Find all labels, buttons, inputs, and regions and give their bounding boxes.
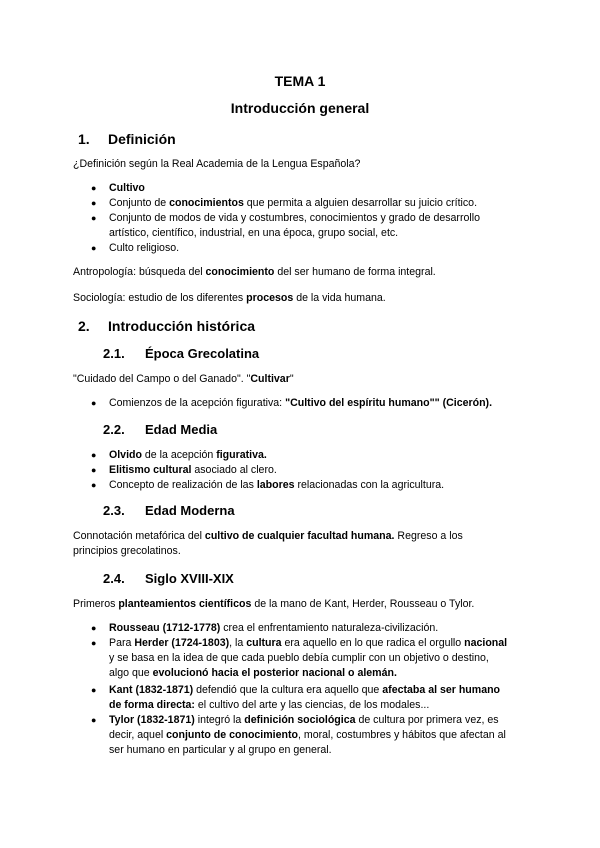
subsection-2-1-number: 2.1. [103, 346, 125, 361]
section-2-number: 2. [78, 318, 90, 334]
cultivar-line: "Cuidado del Campo o del Ganado". "Cultivar" [73, 373, 294, 385]
list-item: Concepto de realización de las labores relacionadas con la agricultura. [109, 479, 445, 491]
list-item: Cultivo [109, 182, 145, 194]
definition-question: ¿Definición según la Real Academia de la Lengua Española? [73, 158, 361, 170]
list-item: Para Herder (1724-1803), la cultura era aquello en lo que radica el orgullo nacional [109, 637, 508, 649]
bullet-icon: ● [91, 398, 97, 408]
antropologia-line: Antropología: búsqueda del conocimiento del ser humano de forma integral. [73, 266, 436, 278]
document-title: TEMA 1 [274, 73, 326, 89]
list-item: Conjunto de modos de vida y costumbres, conocimientos y grado de desarrollo [109, 212, 480, 224]
bullet-icon: ● [91, 623, 97, 633]
section-2-heading: Introducción histórica [108, 318, 256, 334]
list-item-continuation: de forma directa: el cultivo del arte y las ciencias, de los modales... [109, 699, 430, 711]
subsection-2-4-number: 2.4. [103, 571, 125, 586]
list-item-continuation: artístico, científico, industrial, en una época, grupo social, etc. [109, 227, 399, 239]
bullet-icon: ● [91, 480, 97, 490]
siglo-intro-line: Primeros planteamientos científicos de la mano de Kant, Herder, Rousseau o Tylor. [73, 598, 475, 610]
document-subtitle: Introducción general [230, 100, 370, 116]
list-item: Comienzos de la acepción figurativa: "Cultivo del espíritu humano"" (Cicerón). [109, 397, 493, 409]
subsection-2-4-heading: Siglo XVIII-XIX [145, 571, 234, 586]
bullet-icon: ● [91, 465, 97, 475]
edad-moderna-line-1: Connotación metafórica del cultivo de cualquier facultad humana. Regreso a los [73, 530, 463, 542]
list-item: Tylor (1832-1871) integró la definición sociológica de cultura por primera vez, es [109, 714, 499, 726]
edad-moderna-line-2: principios grecolatinos. [73, 545, 181, 557]
subsection-2-1-heading: Época Grecolatina [145, 346, 260, 361]
list-item: Rousseau (1712-1778) crea el enfrentamiento naturaleza-civilización. [109, 622, 439, 634]
list-item-continuation: y se basa en la idea de que cada pueblo debía cumplir con un objetivo o destino, [109, 652, 489, 664]
sociologia-line: Sociología: estudio de los diferentes procesos de la vida humana. [73, 292, 386, 304]
bullet-icon: ● [91, 638, 97, 648]
list-item-continuation: decir, aquel conjunto de conocimiento, moral, costumbres y hábitos que afectan al [109, 729, 506, 741]
list-item: Olvido de la acepción figurativa. [109, 449, 267, 461]
bullet-icon: ● [91, 183, 97, 193]
subsection-2-2-number: 2.2. [103, 422, 125, 437]
list-item: Culto religioso. [109, 242, 180, 254]
section-1-heading: Definición [108, 131, 176, 147]
subsection-2-3-number: 2.3. [103, 503, 125, 518]
list-item: Conjunto de conocimientos que permita a alguien desarrollar su juicio crítico. [109, 197, 478, 209]
bullet-icon: ● [91, 243, 97, 253]
bullet-icon: ● [91, 685, 97, 695]
list-item: Kant (1832-1871) defendió que la cultura era aquello que afectaba al ser humano [109, 684, 501, 696]
subsection-2-2-heading: Edad Media [145, 422, 218, 437]
bullet-icon: ● [91, 213, 97, 223]
bullet-icon: ● [91, 198, 97, 208]
list-item-continuation: ser humano en particular y al grupo en general. [109, 744, 332, 756]
list-item: Elitismo cultural asociado al clero. [109, 464, 277, 476]
subsection-2-3-heading: Edad Moderna [145, 503, 235, 518]
bullet-icon: ● [91, 715, 97, 725]
list-item-continuation: algo que evolucionó hacia el posterior nacional o alemán. [109, 667, 397, 679]
section-1-number: 1. [78, 131, 90, 147]
bullet-icon: ● [91, 450, 97, 460]
